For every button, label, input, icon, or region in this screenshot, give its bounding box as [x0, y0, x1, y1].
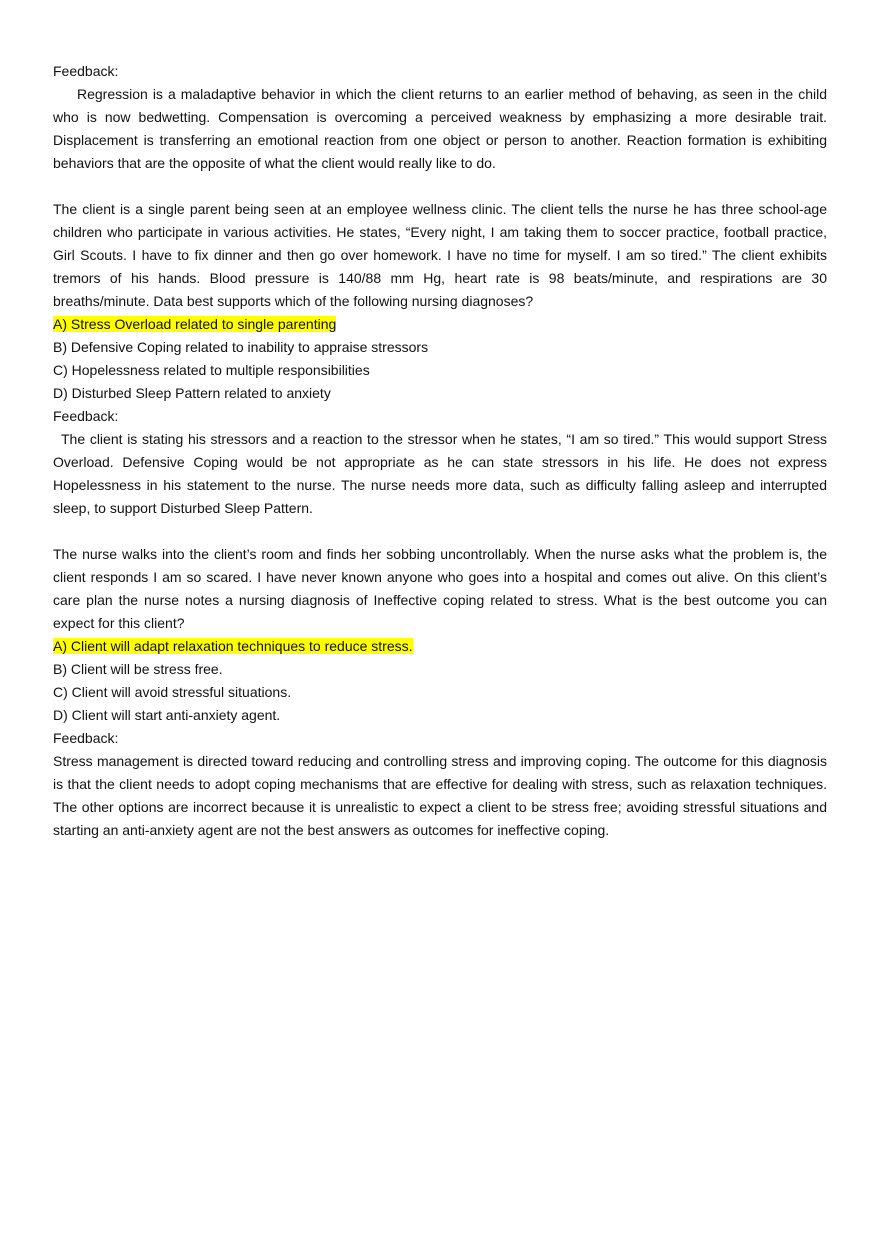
answer-option: D) Disturbed Sleep Pattern related to anxiety	[53, 385, 331, 401]
answer-option: D) Client will start anti-anxiety agent.	[53, 707, 281, 723]
answer-option: B) Client will be stress free.	[53, 661, 223, 677]
question-text: The client is a single parent being seen at an employee wellness clinic. The client tells the nurse he has three school-age children who participate in various activities. He states, “Every night, I am taking them to soccer practice, football practice, Girl Scouts. I have to fix dinner and then go over homework. I have no time for myself. I am so tired.” The client exhibits tremors of his hands. Blood pressure is 140/88 mm Hg, heart rate is 98 beats/minute, and respirations are 30 breaths/minute. Data best supports which of the following nursing diagnoses?	[53, 201, 827, 309]
answer-option: C) Client will avoid stressful situations.	[53, 684, 292, 700]
paragraph-gap	[53, 520, 827, 543]
feedback-label: Feedback:	[53, 63, 119, 79]
answer-option-correct	[53, 313, 827, 336]
document-page	[53, 60, 827, 842]
feedback-text: The client is stating his stressors and a reaction to the stressor when he states, “I am so tired.” This would support Stress Overload. Defensive Coping would be not appropriate as he can state stressors in his life. He does not express Hopelessness in his statement to the nurse. The nurse needs more data, such as difficulty falling asleep and interrupted sleep, to support Disturbed Sleep Pattern.	[53, 431, 827, 516]
feedback-text: Regression is a maladaptive behavior in which the client returns to an earlier method of behaving, as seen in the child who is now bedwetting. Compensation is overcoming a perceived weakness by emphasizing a more desirable trait. Displacement is transferring an emotional reaction from one object or person to another. Reaction formation is exhibiting behaviors that are the opposite of what the client would really like to do.	[53, 86, 827, 171]
highlighted-answer: A) Stress Overload related to single parenting	[53, 316, 337, 332]
answer-option-correct	[53, 635, 827, 658]
question-text: The nurse walks into the client’s room and finds her sobbing uncontrollably. When the nurse asks what the problem is, the client responds I am so scared. I have never known anyone who goes into a hospital and comes out alive. On this client’s care plan the nurse notes a nursing diagnosis of Ineffective coping related to stress. What is the best outcome you can expect for this client?	[53, 546, 827, 631]
answer-option: C) Hopelessness related to multiple responsibilities	[53, 362, 370, 378]
feedback-text: Stress management is directed toward reducing and controlling stress and improving coping. The outcome for this diagnosis is that the client needs to adopt coping mechanisms that are effective for dealing with stress, such as relaxation techniques. The other options are incorrect because it is unrealistic to expect a client to be stress free; avoiding stressful situations and starting an anti-anxiety agent are not the best answers as outcomes for ineffective coping.	[53, 753, 827, 838]
feedback-label: Feedback:	[53, 408, 119, 424]
feedback-label: Feedback:	[53, 730, 119, 746]
paragraph-gap	[53, 175, 827, 198]
highlighted-answer: A) Client will adapt relaxation techniques to reduce stress.	[53, 638, 413, 654]
answer-option: B) Defensive Coping related to inability to appraise stressors	[53, 339, 429, 355]
